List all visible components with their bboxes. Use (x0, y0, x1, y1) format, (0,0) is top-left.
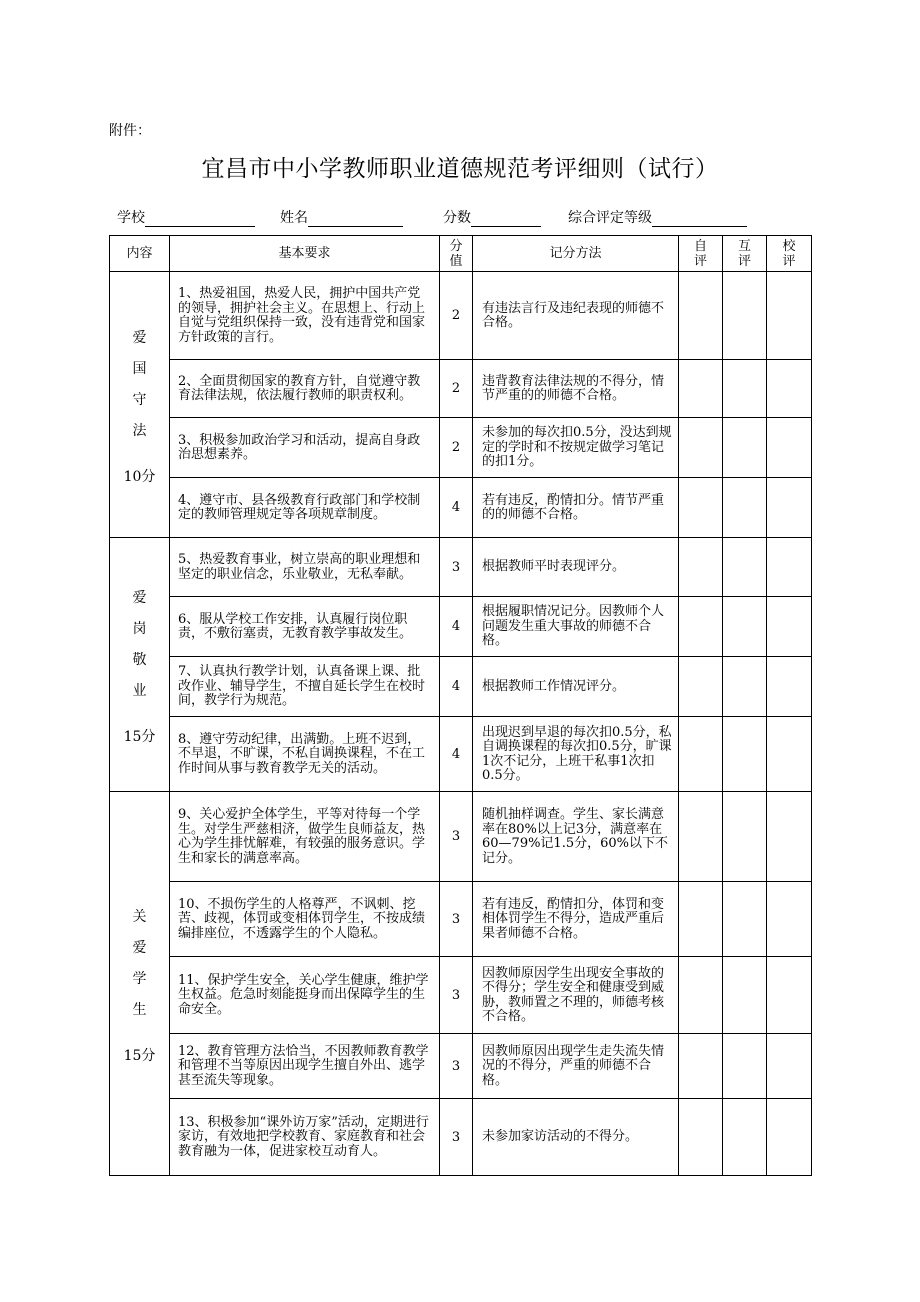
school-label: 学校 (117, 210, 145, 226)
school-eval-cell[interactable] (767, 538, 812, 597)
requirement-cell: 2、全面贯彻国家的教育方针，自觉遵守教育法律法规，依法履行教师的职责权利。 (170, 360, 440, 418)
school-eval-cell[interactable] (767, 957, 812, 1034)
self-eval-cell[interactable] (679, 538, 723, 597)
category-cell: 关 爱 学 生 15分 (110, 792, 170, 1176)
school-field (117, 207, 255, 227)
method-cell: 有违法言行及违纪表现的师德不合格。 (473, 272, 679, 360)
score-header: 分 值 (440, 236, 473, 272)
requirement-cell: 9、关心爱护全体学生，平等对待每一个学生。对学生严慈相济，做学生良师益友，热心为学生排忧解难，有较强的服务意识。学生和家长的满意率高。 (170, 792, 440, 882)
peer-eval-cell[interactable] (723, 957, 767, 1034)
score-cell: 2 (440, 272, 473, 360)
name-label: 姓名 (280, 210, 308, 226)
self-eval-cell[interactable] (679, 597, 723, 657)
school-eval-cell[interactable] (767, 792, 812, 882)
peer-eval-cell[interactable] (723, 1099, 767, 1176)
name-blank (308, 210, 403, 227)
score-cell: 4 (440, 597, 473, 657)
score-cell: 4 (440, 657, 473, 717)
peer-eval-cell[interactable] (723, 1034, 767, 1099)
method-cell: 根据教师工作情况评分。 (473, 657, 679, 717)
method-cell: 随机抽样调查。学生、家长满意率在80%以上记3分，满意率在60—79%记1.5分，60%以下不记分。 (473, 792, 679, 882)
table-row (110, 360, 812, 418)
school-eval-cell[interactable] (767, 657, 812, 717)
table-row (110, 1099, 812, 1176)
requirement-cell: 8、遵守劳动纪律，出满勤。上班不迟到，不早退，不旷课，不私自调换课程，不在工作时间从事与教育教学无关的活动。 (170, 717, 440, 792)
method-cell: 根据履职情况记分。因教师个人问题发生重大事故的师德不合格。 (473, 597, 679, 657)
self-eval-cell[interactable] (679, 1099, 723, 1176)
peer-eval-cell[interactable] (723, 882, 767, 957)
peer-eval-cell[interactable] (723, 272, 767, 360)
school-eval-cell[interactable] (767, 418, 812, 478)
evaluation-table (109, 235, 812, 1176)
table-row (110, 418, 812, 478)
score-cell: 3 (440, 538, 473, 597)
requirement-header: 基本要求 (170, 236, 440, 272)
score-cell: 2 (440, 360, 473, 418)
name-field (280, 207, 403, 227)
peer-eval-cell[interactable] (723, 478, 767, 538)
requirement-cell: 3、积极参加政治学习和活动，提高自身政治思想素养。 (170, 418, 440, 478)
school-eval-cell[interactable] (767, 717, 812, 792)
table-row (110, 657, 812, 717)
requirement-cell: 13、积极参加“课外访万家”活动，定期进行家访，有效地把学校教育、家庭教育和社会教育融为一体，促进家校互动育人。 (170, 1099, 440, 1176)
peer-eval-cell[interactable] (723, 360, 767, 418)
peer-eval-cell[interactable] (723, 538, 767, 597)
school-eval-header: 校 评 (767, 236, 812, 272)
self-eval-cell[interactable] (679, 957, 723, 1034)
grade-label: 综合评定等级 (568, 210, 652, 226)
requirement-cell: 5、热爱教育事业，树立崇高的职业理想和坚定的职业信念，乐业敬业，无私奉献。 (170, 538, 440, 597)
score-cell: 3 (440, 792, 473, 882)
score-cell: 2 (440, 418, 473, 478)
school-eval-cell[interactable] (767, 478, 812, 538)
school-blank (145, 210, 255, 227)
attachment-label: 附件： (109, 123, 151, 139)
peer-eval-cell[interactable] (723, 657, 767, 717)
peer-eval-cell[interactable] (723, 792, 767, 882)
method-header: 记分方法 (473, 236, 679, 272)
peer-eval-cell[interactable] (723, 717, 767, 792)
table-row (110, 272, 812, 360)
school-eval-cell[interactable] (767, 272, 812, 360)
table-row (110, 792, 812, 882)
method-cell: 因教师原因出现学生走失流失情况的不得分，严重的师德不合格。 (473, 1034, 679, 1099)
school-eval-cell[interactable] (767, 882, 812, 957)
requirement-cell: 6、服从学校工作安排，认真履行岗位职责，不敷衍塞责，无教育教学事故发生。 (170, 597, 440, 657)
requirement-cell: 11、保护学生安全，关心学生健康，维护学生权益。危急时刻能挺身而出保障学生的生命安全。 (170, 957, 440, 1034)
content-header: 内容 (110, 236, 170, 272)
requirement-cell: 4、遵守市、县各级教育行政部门和学校制定的教师管理规定等各项规章制度。 (170, 478, 440, 538)
method-cell: 若有违反，酌情扣分，体罚和变相体罚学生不得分，造成严重后果者师德不合格。 (473, 882, 679, 957)
score-cell: 3 (440, 1099, 473, 1176)
school-eval-cell[interactable] (767, 597, 812, 657)
peer-eval-cell[interactable] (723, 418, 767, 478)
table-row (110, 478, 812, 538)
school-eval-cell[interactable] (767, 1034, 812, 1099)
school-eval-cell[interactable] (767, 1099, 812, 1176)
method-cell: 因教师原因学生出现安全事故的不得分；学生安全和健康受到威胁，教师置之不理的，师德考核不合格。 (473, 957, 679, 1034)
self-eval-header: 自 评 (679, 236, 723, 272)
peer-eval-cell[interactable] (723, 597, 767, 657)
category-cell: 爱 岗 敬 业 15分 (110, 538, 170, 792)
method-cell: 出现迟到早退的每次扣0.5分，私自调换课程的每次扣0.5分，旷课1次不记分，上班干私事1次扣0.5分。 (473, 717, 679, 792)
category-cell: 爱 国 守 法 10分 (110, 272, 170, 538)
score-cell: 3 (440, 1034, 473, 1099)
score-cell: 3 (440, 957, 473, 1034)
score-field (443, 207, 541, 227)
score-blank (471, 210, 541, 227)
grade-blank (652, 210, 747, 227)
table-row (110, 1034, 812, 1099)
peer-eval-header: 互 评 (723, 236, 767, 272)
school-eval-cell[interactable] (767, 360, 812, 418)
self-eval-cell[interactable] (679, 717, 723, 792)
score-cell: 4 (440, 717, 473, 792)
method-cell: 违背教育法律法规的不得分，情节严重的的师德不合格。 (473, 360, 679, 418)
method-cell: 未参加的每次扣0.5分，没达到规定的学时和不按规定做学习笔记的扣1分。 (473, 418, 679, 478)
self-eval-cell[interactable] (679, 1034, 723, 1099)
table-row (110, 882, 812, 957)
method-cell: 根据教师平时表现评分。 (473, 538, 679, 597)
self-eval-cell[interactable] (679, 272, 723, 360)
table-row (110, 957, 812, 1034)
self-eval-cell[interactable] (679, 792, 723, 882)
table-row (110, 538, 812, 597)
grade-field (568, 207, 747, 227)
self-eval-cell[interactable] (679, 478, 723, 538)
requirement-cell: 10、不损伤学生的人格尊严，不讽刺、挖苦、歧视，体罚或变相体罚学生，不按成绩编排座位，不透露学生的个人隐私。 (170, 882, 440, 957)
table-row (110, 717, 812, 792)
method-cell: 未参加家访活动的不得分。 (473, 1099, 679, 1176)
requirement-cell: 7、认真执行教学计划，认真备课上课、批改作业、辅导学生，不擅自延长学生在校时间，教学行为规范。 (170, 657, 440, 717)
score-cell: 3 (440, 882, 473, 957)
self-eval-cell[interactable] (679, 657, 723, 717)
requirement-cell: 1、热爱祖国，热爱人民，拥护中国共产党的领导，拥护社会主义。在思想上、行动上自觉与党组织保持一致，没有违背党和国家方针政策的言行。 (170, 272, 440, 360)
score-cell: 4 (440, 478, 473, 538)
self-eval-cell[interactable] (679, 882, 723, 957)
self-eval-cell[interactable] (679, 418, 723, 478)
self-eval-cell[interactable] (679, 360, 723, 418)
table-row (110, 597, 812, 657)
score-label: 分数 (443, 210, 471, 226)
table-header-row (110, 236, 812, 272)
requirement-cell: 12、教育管理方法恰当，不因教师教育教学和管理不当等原因出现学生擅自外出、逃学甚至流失等现象。 (170, 1034, 440, 1099)
document-title: 宜昌市中小学教师职业道德规范考评细则（试行） (201, 156, 719, 182)
method-cell: 若有违反，酌情扣分。情节严重的的师德不合格。 (473, 478, 679, 538)
